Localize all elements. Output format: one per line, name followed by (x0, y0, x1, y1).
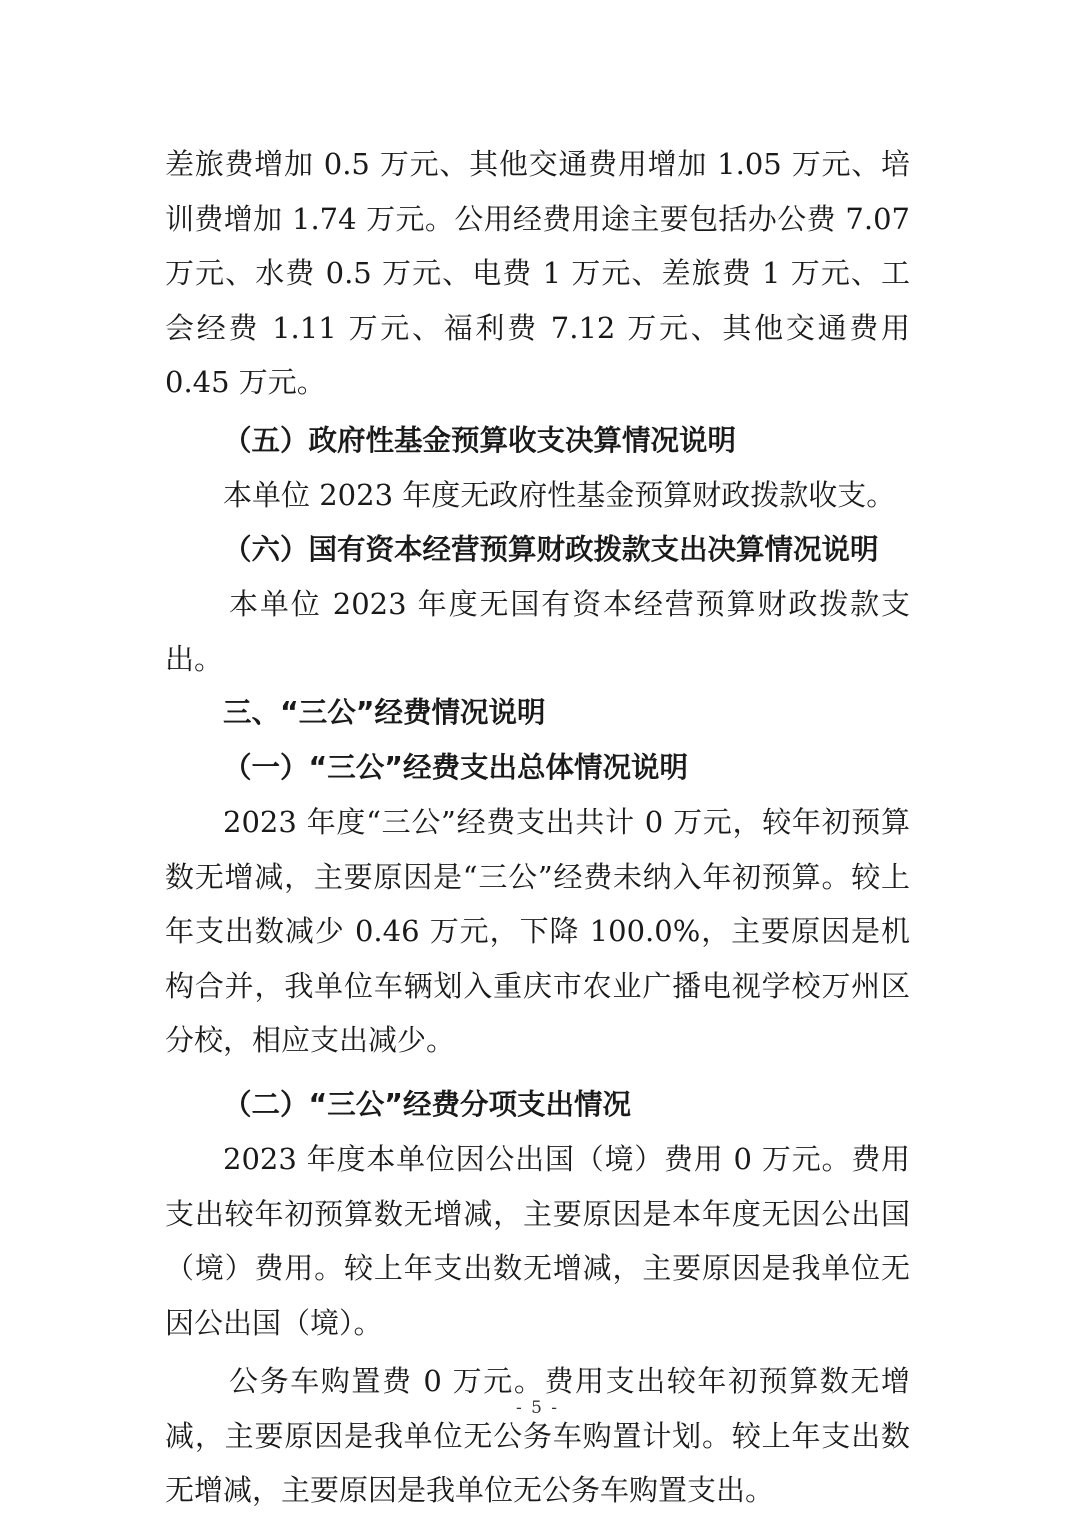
heading-state-capital-budget: （六）国有资本经营预算财政拨款支出决算情况说明 (223, 532, 879, 566)
paragraph-government-fund-budget: 本单位 2023 年度无政府性基金预算财政拨款收支。 (223, 478, 896, 512)
paragraph-overseas-travel: 2023 年度本单位因公出国（境）费用 0 万元。费用支出较年初预算数无增减，主要原因是本年度无因公出国（境）费用。较上年支出数无增减，主要原因是我单位无因公出国（境）。 (165, 1142, 910, 1340)
paragraph-state-capital-budget: 本单位 2023 年度无国有资本经营预算财政拨款支出。 (165, 587, 910, 676)
heading-government-fund-budget: （五）政府性基金预算收支决算情况说明 (223, 423, 737, 457)
heading-three-public-itemized: （二）“三公”经费分项支出情况 (223, 1087, 631, 1121)
document-page (165, 137, 910, 1518)
heading-three-public-expenses: 三、“三公”经费情况说明 (223, 696, 546, 729)
paragraph-public-expense-details: 差旅费增加 0.5 万元、其他交通费用增加 1.05 万元、培训费增加 1.74 万元。公用经费用途主要包括办公费 7.07 万元、水费 0.5 万元、电费 1 万元、差旅费 1 万元、工会经费 1.11 万元、福利费 7.12 万元、其他交通费用 0.45 万元。 (165, 147, 910, 399)
paragraph-vehicle-purchase: 公务车购置费 0 万元。费用支出较年初预算数无增减，主要原因是我单位无公务车购置计划。较上年支出数无增减，主要原因是我单位无公务车购置支出。 (165, 1364, 910, 1507)
heading-three-public-overall: （一）“三公”经费支出总体情况说明 (223, 750, 688, 784)
page-number: - 5 - (515, 1398, 560, 1418)
paragraph-three-public-overall: 2023 年度“三公”经费支出共计 0 万元，较年初预算数无增减，主要原因是“三公”经费未纳入年初预算。较上年支出数减少 0.46 万元，下降 100.0%，主要原因是机构合并，我单位车辆划入重庆市农业广播电视学校万州区分校，相应支出减少。 (165, 805, 910, 1057)
